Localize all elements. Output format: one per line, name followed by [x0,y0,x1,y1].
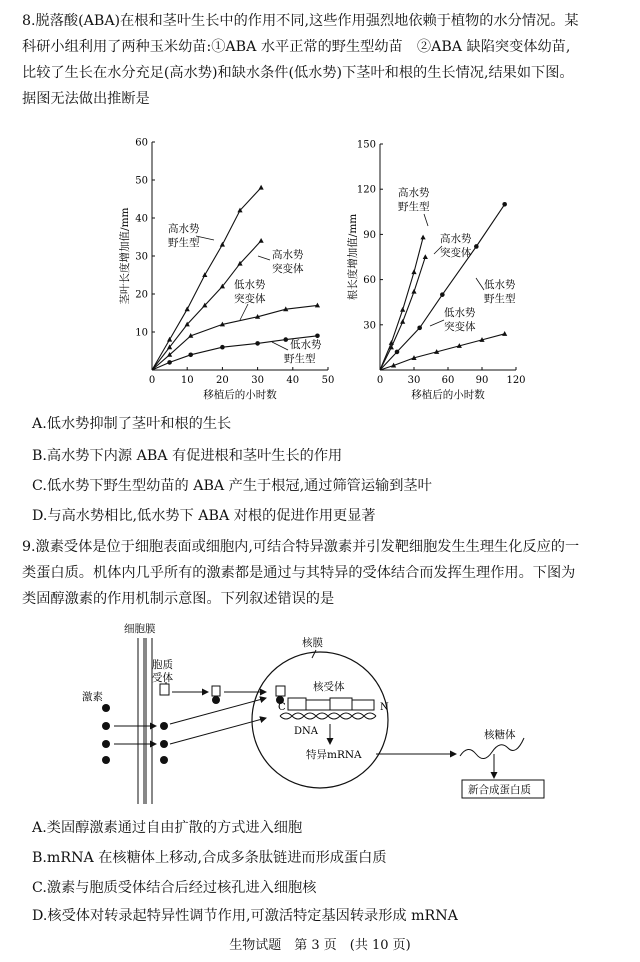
label-high-mut-2: 突变体 [440,247,472,259]
x-tick-label: 0 [148,375,156,386]
data-point [502,202,507,207]
y-tick-label: 10 [135,327,148,339]
q8-number: 8. [22,13,36,29]
dna-label: DNA [294,726,318,737]
question-8 [22,8,626,112]
y-axis-label: 根长度增加值/mm [347,213,359,301]
data-point [315,334,320,339]
data-point [423,254,428,259]
label-high-wild-2: 野生型 [398,201,430,213]
y-tick-label: 40 [135,213,148,225]
q8-stem-line2: 科研小组利用了两种玉米幼苗:①ABA 水平正常的野生型幼苗 ②ABA 缺陷突变体幼苗, [22,39,571,55]
y-tick-label: 90 [363,229,376,241]
cytoplasmic-receptor [160,684,169,695]
x-tick-label: 50 [321,375,335,386]
chart2-annotations [398,186,516,333]
x-tick-label: 90 [475,375,489,386]
q9-stem-line2: 类蛋白质。机体内几乎所有的激素都是通过与其特异的受体结合而发挥生理作用。下图为 [22,565,576,581]
cell-membrane [138,638,152,804]
nucleus [252,652,388,788]
label-high-mut-1: 高水势 [272,249,304,261]
question-9 [22,534,626,612]
x-tick-label: 20 [216,375,229,386]
data-point [400,307,405,312]
y-tick-label: 60 [363,275,376,287]
data-point [417,326,422,331]
chart-shoot-growth [112,130,342,402]
y-tick-label: 50 [135,175,148,187]
y-tick-label: 20 [135,289,148,301]
x-tick-label: 120 [506,375,526,386]
chart-root-growth [346,130,536,402]
label-high-wild-1: 高水势 [168,223,200,235]
ribosome-label: 核糖体 [484,729,516,741]
chart2-axes [346,140,526,402]
data-point [220,345,225,350]
receptor-label-2: 受体 [152,672,173,684]
dna-helix [280,713,376,719]
data-point [411,289,416,294]
steroid-hormone-diagram [80,620,550,810]
y-tick-label: 30 [363,320,376,332]
q8-option-a[interactable]: A.低水势抑制了茎叶和根的生长 [32,416,232,432]
page-footer: 生物试题 第 3 页 (共 10 页) [229,938,411,953]
label-low-wild-2: 野生型 [284,353,316,365]
q9-stem-line3: 类固醇激素的作用机制示意图。下列叙述错误的是 [22,591,335,607]
mrna-strand [460,738,524,759]
y-tick-label: 120 [356,184,376,196]
mrna-label: 特异mRNA [306,749,362,761]
label-high-wild-2: 野生型 [168,237,200,249]
label-low-mut-1: 低水势 [234,279,266,291]
hormone-bound [212,696,220,704]
n-terminus-label: N [380,702,389,713]
x-tick-label: 60 [441,375,455,386]
q8-option-d[interactable]: D.与高水势相比,低水势下 ABA 对根的促进作用更显著 [32,508,376,524]
q9-option-c[interactable]: C.激素与胞质受体结合后经过核孔进入细胞核 [32,880,317,896]
q8-option-c[interactable]: C.低水势下野生型幼苗的 ABA 产生于根冠,通过筛管运输到茎叶 [32,478,432,494]
label-low-wild-1: 低水势 [484,279,516,291]
series-line [380,237,423,370]
c-terminus-label: C [278,702,286,713]
q9-option-d[interactable]: D.核受体对转录起特异性调节作用,可激活特定基因转录形成 mRNA [32,908,458,924]
data-point [185,306,190,311]
new-protein-label: 新合成蛋白质 [468,784,531,796]
y-axis-label: 茎叶长度增加值/mm [119,207,131,305]
x-axis-label: 移植后的小时数 [411,389,485,401]
chart1-annotations [168,222,322,365]
q8-option-b[interactable]: B.高水势下内源 ABA 有促进根和茎叶生长的作用 [32,448,343,464]
hormone-molecules [102,704,168,764]
data-point [167,360,172,365]
q8-stem-line4: 据图无法做出推断是 [22,91,150,107]
q9-number: 9. [22,539,36,555]
data-point [255,341,260,346]
y-tick-label: 30 [135,251,148,263]
label-low-mut-2: 突变体 [444,321,476,333]
nuclear-receptor [288,698,374,710]
receptor-label-1: 胞质 [152,659,173,671]
x-tick-label: 40 [286,375,300,386]
cell-membrane-label: 细胞膜 [124,623,156,635]
x-tick-label: 0 [376,375,384,386]
q8-stem-line3: 比较了生长在水分充足(高水势)和缺水条件(低水势)下茎叶和根的生长情况,结果如下图。 [22,65,574,81]
q9-option-b[interactable]: B.mRNA 在核糖体上移动,合成多条肽链进而形成蛋白质 [32,850,387,866]
data-point [440,292,445,297]
data-point [420,235,425,240]
x-tick-label: 30 [407,375,421,386]
data-point [220,242,225,247]
q8-stem-line1: 8.脱落酸(ABA)在根和茎叶生长中的作用不同,这些作用强烈地依赖于植物的水分情况。某 [22,13,579,29]
hormone-label: 激素 [82,691,103,703]
q9-option-a[interactable]: A.类固醇激素通过自由扩散的方式进入细胞 [32,820,303,836]
label-high-wild-1: 高水势 [398,187,430,199]
label-low-mut-1: 低水势 [444,307,476,319]
x-tick-label: 10 [180,375,194,386]
data-point [188,353,193,358]
data-point [315,303,320,308]
data-point [411,269,416,274]
data-point [259,238,264,243]
data-point [283,337,288,342]
label-low-wild-1: 低水势 [290,339,322,351]
x-axis-label: 移植后的小时数 [203,389,277,401]
data-point [502,331,507,336]
nuclear-membrane-label: 核膜 [302,637,323,649]
data-point [400,319,405,324]
label-low-wild-2: 野生型 [484,293,516,305]
data-point [259,185,264,190]
label-low-mut-2: 突变体 [234,293,266,305]
x-tick-label: 30 [251,375,264,386]
data-point [395,350,400,355]
nuclear-receptor-label: 核受体 [313,681,345,693]
q9-stem-line1: 9.激素受体是位于细胞表面或细胞内,可结合特异激素并引发靶细胞发生生理生化反应的一 [22,539,580,555]
receptor-complex [212,686,220,696]
label-high-mut-2: 突变体 [272,263,304,275]
y-tick-label: 60 [135,137,148,149]
data-point [474,244,479,249]
y-tick-label: 150 [356,139,376,151]
label-high-mut-1: 高水势 [440,233,472,245]
